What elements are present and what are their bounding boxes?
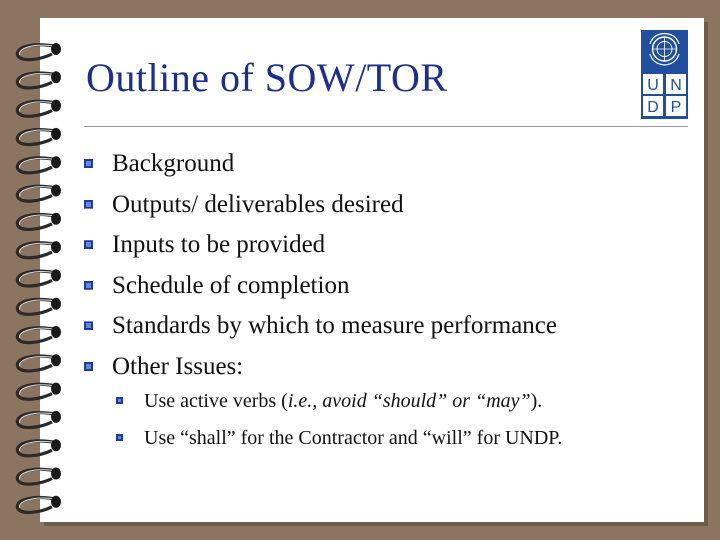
logo-letter-p: P — [670, 99, 682, 116]
bullet-text: Standards by which to measure performance — [112, 312, 557, 340]
sub-bullet-text-italic: i.e., avoid “should” or “may” — [287, 390, 531, 412]
bullet-text: Background — [112, 150, 235, 177]
slide-title: Outline of SOW/TOR — [86, 55, 448, 100]
binding-ring-icon — [17, 411, 61, 428]
square-bullet-icon — [84, 321, 93, 330]
logo-letter-n: N — [670, 77, 682, 94]
bullet-text: Inputs to be provided — [112, 231, 326, 259]
undp-logo — [641, 30, 688, 119]
title-divider — [84, 126, 688, 127]
binding-ring-icon — [17, 71, 61, 88]
sub-bullet-text-after: ). — [530, 390, 543, 412]
binding-ring-icon — [17, 43, 61, 60]
square-bullet-icon — [84, 362, 93, 371]
bullet-text: Other Issues: — [112, 352, 244, 380]
square-bullet-icon — [84, 240, 93, 249]
binding-ring-icon — [17, 269, 61, 286]
spiral-binding — [0, 0, 80, 540]
binding-ring-icon — [17, 439, 61, 456]
binding-ring-icon — [17, 241, 61, 258]
bullet-text: Schedule of completion — [112, 271, 350, 299]
square-bullet-icon — [116, 434, 123, 441]
binding-ring-icon — [17, 100, 61, 117]
sub-bullet-text: Use “shall” for the Contractor and “will” for UNDP. — [144, 427, 563, 449]
binding-ring-icon — [17, 496, 61, 513]
bullet-text: Outputs/ deliverables desired — [112, 190, 404, 218]
binding-ring-icon — [17, 298, 61, 315]
square-bullet-icon — [116, 397, 123, 404]
binding-ring-icon — [17, 326, 61, 343]
logo-letter-d: D — [647, 99, 659, 116]
binding-ring-icon — [17, 354, 61, 371]
binding-ring-icon — [17, 468, 61, 485]
binding-ring-icon — [17, 128, 61, 145]
square-bullet-icon — [84, 159, 93, 168]
logo-letter-u: U — [647, 77, 659, 94]
binding-ring-icon — [17, 213, 61, 230]
sub-bullet-text — [144, 386, 542, 416]
sub-bullet-text-before: Use active verbs ( — [144, 390, 288, 412]
binding-ring-icon — [17, 156, 61, 173]
square-bullet-icon — [84, 200, 93, 209]
binding-ring-icon — [17, 185, 61, 202]
binding-ring-icon — [17, 383, 61, 400]
square-bullet-icon — [84, 281, 93, 290]
